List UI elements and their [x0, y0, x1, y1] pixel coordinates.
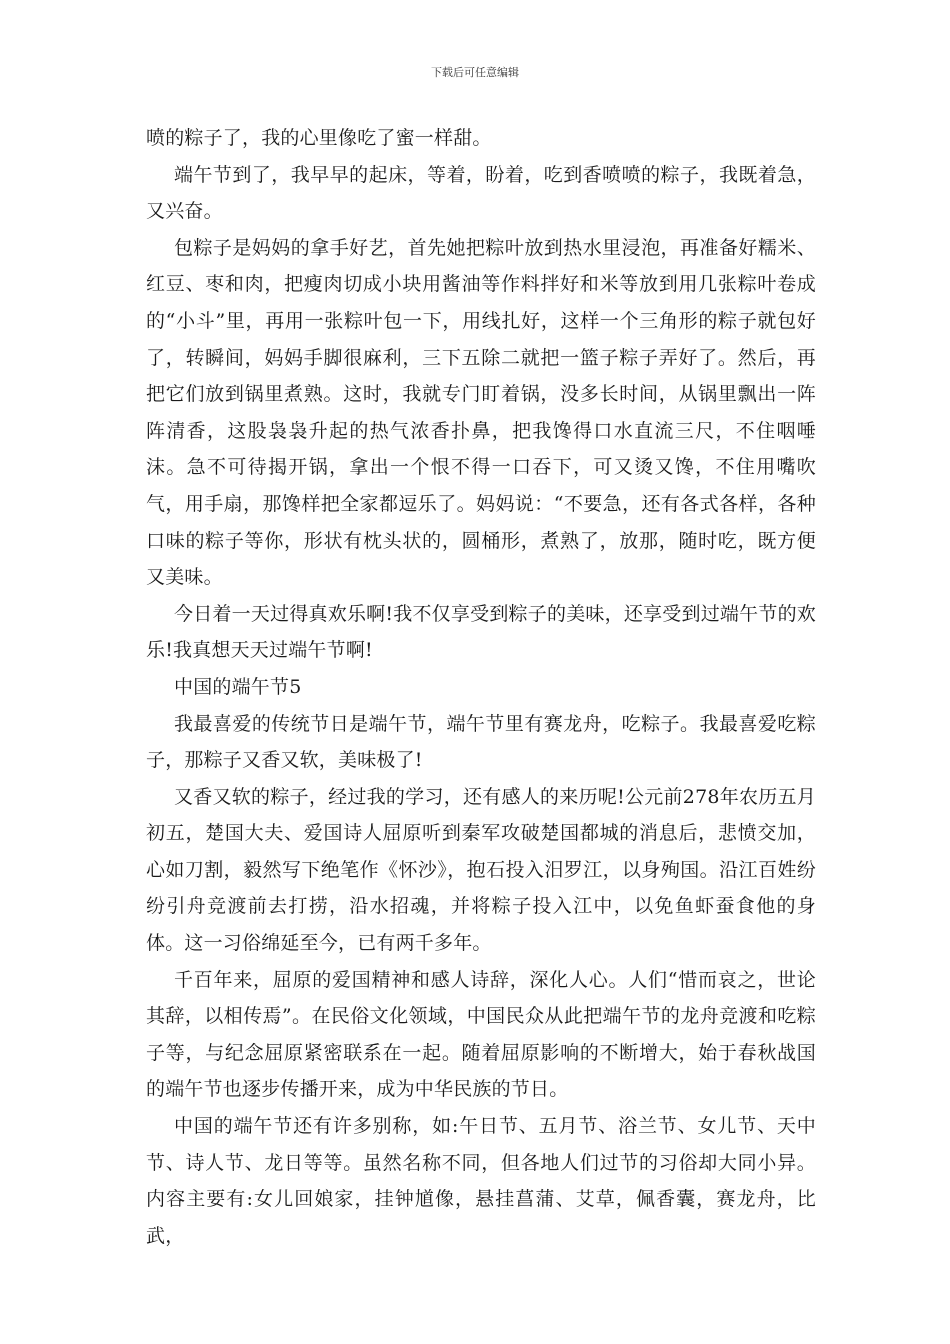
page-header-note: 下载后可任意编辑: [431, 66, 519, 79]
paragraph: 又香又软的粽子，经过我的学习，还有感人的来历呢!公元前278年农历五月初五，楚国大夫、爱国诗人屈原听到秦军攻破楚国都城的消息后，悲愤交加，心如刀割，毅然写下绝笔作《怀沙》，抱石投入汨罗江，以身殉国。沿江百姓纷纷引舟竞渡前去打捞，沿水招魂，并将粽子投入江中，以免鱼虾蚕食他的身体。这一习俗绵延至今，已有两千多年。: [146, 785, 816, 955]
paragraph: 喷的粽子了，我的心里像吃了蜜一样甜。: [146, 127, 492, 149]
paragraph: 包粽子是妈妈的拿手好艺，首先她把粽叶放到热水里浸泡，再准备好糯米、红豆、枣和肉，把瘦肉切成小块用酱油等作料拌好和米等放到用几张粽叶卷成的“小斗”里，再用一张粽叶包一下，用线扎好，这样一个三角形的粽子就包好了，转瞬间，妈妈手脚很麻利，三下五除二就把一篮子粽子弄好了。然后，再把它们放到锅里煮熟。这时，我就专门盯着锅，没多长时间，从锅里飘出一阵阵清香，这股袅袅升起的热气浓香扑鼻，把我馋得口水直流三尺，不住咽唾沫。急不可待揭开锅，拿出一个恨不得一口吞下，可又烫又馋，不住用嘴吹气，用手扇，那馋样把全家都逗乐了。妈妈说：“不要急，还有各式各样，各种口味的粽子等你，形状有枕头状的，圆桶形，煮熟了，放那，随时吃，既方便又美味。: [146, 236, 816, 589]
paragraph: 今日着一天过得真欢乐啊!我不仅享受到粽子的美味，还享受到过端午节的欢乐!我真想天天过端午节啊!: [146, 602, 816, 662]
paragraph: 我最喜爱的传统节日是端午节，端午节里有赛龙舟，吃粽子。我最喜爱吃粽子，那粽子又香又软，美味极了!: [146, 712, 816, 772]
paragraph: 端午节到了，我早早的起床，等着，盼着，吃到香喷喷的粽子，我既着急，又兴奋。: [146, 163, 816, 223]
paragraph: 千百年来，屈原的爱国精神和感人诗辞，深化人心。人们“惜而哀之，世论其辞，以相传焉”。在民俗文化领域，中国民众从此把端午节的龙舟竞渡和吃粽子等，与纪念屈原紧密联系在一起。随着屈原影响的不断增大，始于春秋战国的端午节也逐步传播开来，成为中华民族的节日。: [146, 968, 816, 1101]
section-heading: 中国的端午节5: [174, 675, 302, 698]
document-body: [146, 120, 816, 1254]
paragraph: 中国的端午节还有许多别称，如:午日节、五月节、浴兰节、女儿节、天中节、诗人节、龙日等等。虽然名称不同，但各地人们过节的习俗却大同小异。内容主要有:女儿回娘家，挂钟馗像，悬挂菖蒲、艾草，佩香囊，赛龙舟，比武，: [146, 1115, 816, 1247]
